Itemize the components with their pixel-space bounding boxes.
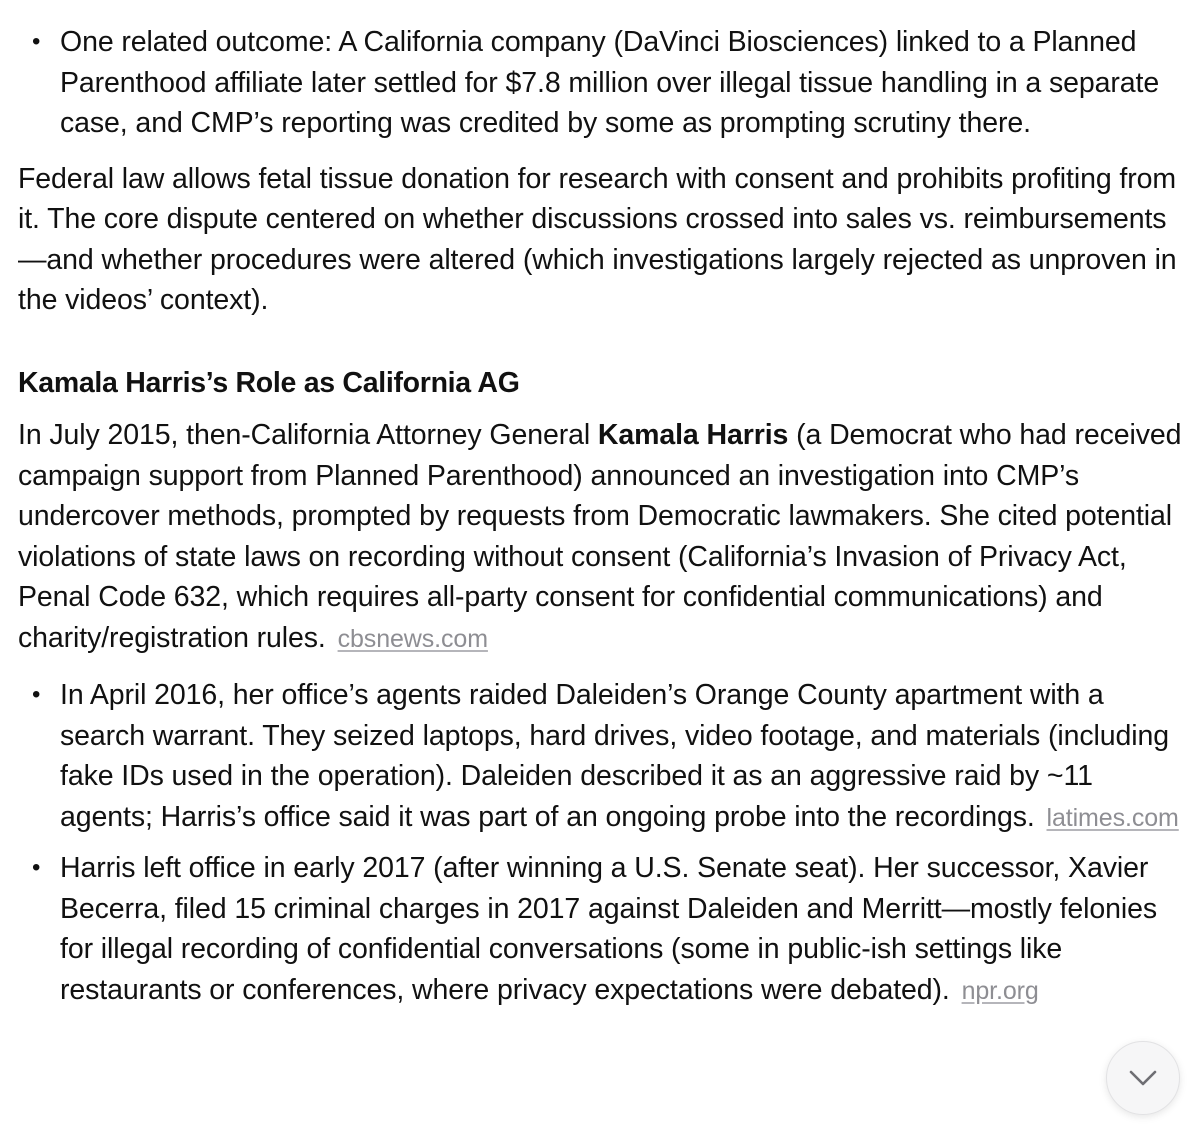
section-heading: Kamala Harris’s Role as California AG [18,366,520,399]
chevron-down-icon [1128,1069,1158,1087]
citation-link-npr[interactable]: npr.org [961,976,1039,1005]
harris-bullet-list [18,675,1184,1011]
bullet-text: Harris left office in early 2017 (after winning a U.S. Senate seat). Her successor, Xavier Becerra, filed 15 criminal charges in 2017 against Daleiden and Merritt—mostly felonies for illegal recording of confidential conversations (some in public-ish settings like restaurants or conferences, where privacy expectations were debated). [60,852,1158,1006]
citation-link-cbsnews[interactable]: cbsnews.com [337,624,488,653]
federal-law-paragraph [18,159,1184,321]
intro-bold-name: Kamala Harris [597,419,789,451]
list-item [18,675,1184,838]
paragraph-text: Federal law allows fetal tissue donation for research with consent and prohibits profiting from it. The core dispute centered on whether discussions crossed into sales vs. reimbursements—and whether procedures were altered (which investigations largely rejected as unproven in the videos’ context). [18,162,1177,316]
intro-text-before: In July 2015, then-California Attorney General [18,419,598,451]
intro-text-after: (a Democrat who had received campaign support from Planned Parenthood) announced an investigation into CMP’s undercover methods, prompted by requests from Democratic lawmakers. She cited potential violations of state laws on recording without consent (California’s Invasion of Privacy Act, Penal Code 632, which requires all-party consent for confidential communications) and charity/registration rules. [18,419,1182,654]
bullet-text: One related outcome: A California company (DaVinci Biosciences) linked to a Planned Parenthood affiliate later settled for $7.8 million over illegal tissue handling in a separate case, and CMP’s reporting was credited by some as prompting scrutiny there. [60,26,1160,139]
list-item [18,22,1184,144]
top-bullet-list [18,22,1184,144]
citation-link-latimes[interactable]: latimes.com [1046,803,1179,832]
article-content [18,22,1184,1011]
intro-paragraph [18,415,1184,659]
list-item [18,848,1184,1011]
bullet-text: In April 2016, her office’s agents raided Daleiden’s Orange County apartment with a search warrant. They seized laptops, hard drives, video footage, and materials (including fake IDs used in the operation). Daleiden described it as an aggressive raid by ~11 agents; Harris’s office said it was part of an ongoing probe into the recordings. [60,679,1170,833]
scroll-down-button[interactable] [1106,1041,1180,1115]
